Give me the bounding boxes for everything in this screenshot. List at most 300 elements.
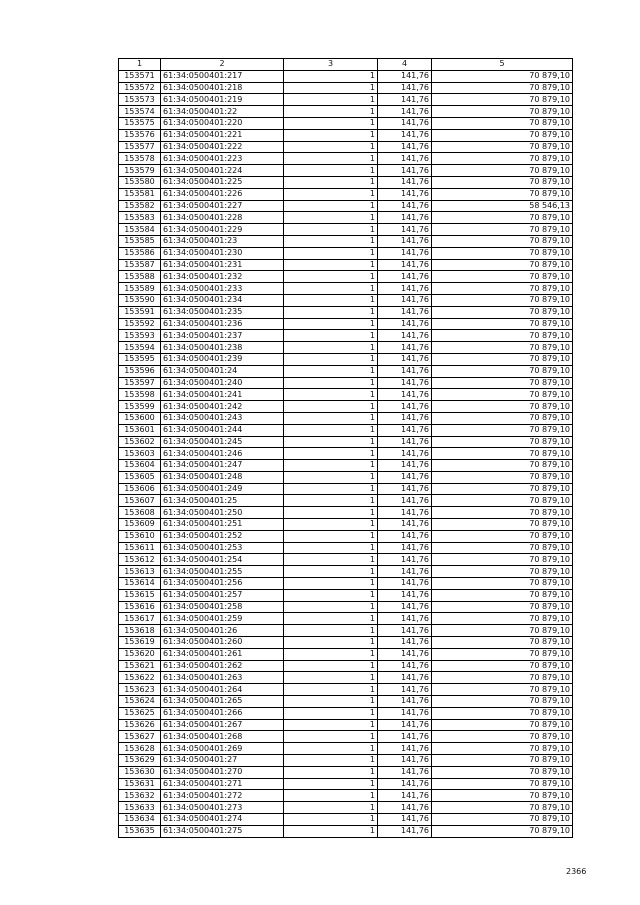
row-number-cell: 153580 xyxy=(119,176,161,188)
count-cell: 1 xyxy=(284,790,378,802)
area-cell: 141,76 xyxy=(378,790,432,802)
area-cell: 141,76 xyxy=(378,684,432,696)
table-row xyxy=(119,176,573,188)
value-cell: 70 879,10 xyxy=(432,353,573,365)
table-header xyxy=(119,59,573,71)
area-cell: 141,76 xyxy=(378,589,432,601)
row-number-cell: 153628 xyxy=(119,743,161,755)
count-cell: 1 xyxy=(284,719,378,731)
area-cell: 141,76 xyxy=(378,814,432,826)
area-cell: 141,76 xyxy=(378,625,432,637)
row-number-cell: 153599 xyxy=(119,401,161,413)
count-cell: 1 xyxy=(284,165,378,177)
property-table xyxy=(118,58,573,838)
cadastral-number-cell: 61:34:0500401:232 xyxy=(161,271,284,283)
area-cell: 141,76 xyxy=(378,94,432,106)
row-number-cell: 153629 xyxy=(119,755,161,767)
value-cell: 70 879,10 xyxy=(432,94,573,106)
row-number-cell: 153603 xyxy=(119,448,161,460)
table-row xyxy=(119,601,573,613)
value-cell: 70 879,10 xyxy=(432,389,573,401)
count-cell: 1 xyxy=(284,353,378,365)
value-cell: 70 879,10 xyxy=(432,176,573,188)
row-number-cell: 153593 xyxy=(119,330,161,342)
value-cell: 70 879,10 xyxy=(432,259,573,271)
area-cell: 141,76 xyxy=(378,200,432,212)
row-number-cell: 153573 xyxy=(119,94,161,106)
area-cell: 141,76 xyxy=(378,696,432,708)
area-cell: 141,76 xyxy=(378,117,432,129)
row-number-cell: 153632 xyxy=(119,790,161,802)
count-cell: 1 xyxy=(284,82,378,94)
table-row xyxy=(119,377,573,389)
table-row xyxy=(119,554,573,566)
cadastral-number-cell: 61:34:0500401:274 xyxy=(161,814,284,826)
row-number-cell: 153589 xyxy=(119,283,161,295)
cadastral-number-cell: 61:34:0500401:269 xyxy=(161,743,284,755)
row-number-cell: 153622 xyxy=(119,672,161,684)
value-cell: 70 879,10 xyxy=(432,365,573,377)
value-cell: 70 879,10 xyxy=(432,814,573,826)
area-cell: 141,76 xyxy=(378,235,432,247)
table-row xyxy=(119,802,573,814)
value-cell: 70 879,10 xyxy=(432,778,573,790)
cadastral-number-cell: 61:34:0500401:262 xyxy=(161,660,284,672)
cadastral-number-cell: 61:34:0500401:228 xyxy=(161,212,284,224)
area-cell: 141,76 xyxy=(378,495,432,507)
area-cell: 141,76 xyxy=(378,212,432,224)
value-cell: 70 879,10 xyxy=(432,625,573,637)
value-cell: 70 879,10 xyxy=(432,318,573,330)
area-cell: 141,76 xyxy=(378,483,432,495)
row-number-cell: 153623 xyxy=(119,684,161,696)
cadastral-number-cell: 61:34:0500401:260 xyxy=(161,637,284,649)
cadastral-number-cell: 61:34:0500401:224 xyxy=(161,165,284,177)
area-cell: 141,76 xyxy=(378,153,432,165)
value-cell: 70 879,10 xyxy=(432,165,573,177)
table-row xyxy=(119,483,573,495)
cadastral-number-cell: 61:34:0500401:270 xyxy=(161,766,284,778)
row-number-cell: 153616 xyxy=(119,601,161,613)
area-cell: 141,76 xyxy=(378,294,432,306)
area-cell: 141,76 xyxy=(378,353,432,365)
cadastral-number-cell: 61:34:0500401:227 xyxy=(161,200,284,212)
table-row xyxy=(119,330,573,342)
value-cell: 70 879,10 xyxy=(432,117,573,129)
value-cell: 70 879,10 xyxy=(432,601,573,613)
value-cell: 70 879,10 xyxy=(432,141,573,153)
area-cell: 141,76 xyxy=(378,707,432,719)
area-cell: 141,76 xyxy=(378,648,432,660)
row-number-cell: 153584 xyxy=(119,224,161,236)
value-cell: 70 879,10 xyxy=(432,82,573,94)
cadastral-number-cell: 61:34:0500401:247 xyxy=(161,460,284,472)
table-row xyxy=(119,648,573,660)
table-row xyxy=(119,566,573,578)
table-row xyxy=(119,106,573,118)
count-cell: 1 xyxy=(284,778,378,790)
table-row xyxy=(119,70,573,82)
count-cell: 1 xyxy=(284,507,378,519)
count-cell: 1 xyxy=(284,247,378,259)
area-cell: 141,76 xyxy=(378,448,432,460)
table-row xyxy=(119,129,573,141)
count-cell: 1 xyxy=(284,212,378,224)
cadastral-number-cell: 61:34:0500401:253 xyxy=(161,542,284,554)
row-number-cell: 153595 xyxy=(119,353,161,365)
table-row xyxy=(119,707,573,719)
value-cell: 70 879,10 xyxy=(432,412,573,424)
row-number-cell: 153571 xyxy=(119,70,161,82)
cadastral-number-cell: 61:34:0500401:267 xyxy=(161,719,284,731)
row-number-cell: 153612 xyxy=(119,554,161,566)
count-cell: 1 xyxy=(284,106,378,118)
area-cell: 141,76 xyxy=(378,283,432,295)
count-cell: 1 xyxy=(284,224,378,236)
cadastral-number-cell: 61:34:0500401:226 xyxy=(161,188,284,200)
table-row xyxy=(119,542,573,554)
count-cell: 1 xyxy=(284,188,378,200)
area-cell: 141,76 xyxy=(378,330,432,342)
cadastral-number-cell: 61:34:0500401:220 xyxy=(161,117,284,129)
row-number-cell: 153581 xyxy=(119,188,161,200)
area-cell: 141,76 xyxy=(378,271,432,283)
count-cell: 1 xyxy=(284,743,378,755)
table-row xyxy=(119,212,573,224)
cadastral-number-cell: 61:34:0500401:264 xyxy=(161,684,284,696)
table-row xyxy=(119,578,573,590)
table-row xyxy=(119,448,573,460)
value-cell: 70 879,10 xyxy=(432,648,573,660)
row-number-cell: 153626 xyxy=(119,719,161,731)
table-row xyxy=(119,778,573,790)
area-cell: 141,76 xyxy=(378,637,432,649)
cadastral-number-cell: 61:34:0500401:23 xyxy=(161,235,284,247)
cadastral-number-cell: 61:34:0500401:236 xyxy=(161,318,284,330)
area-cell: 141,76 xyxy=(378,306,432,318)
table-row xyxy=(119,271,573,283)
row-number-cell: 153597 xyxy=(119,377,161,389)
table-row xyxy=(119,589,573,601)
count-cell: 1 xyxy=(284,436,378,448)
table-row xyxy=(119,82,573,94)
value-cell: 70 879,10 xyxy=(432,70,573,82)
count-cell: 1 xyxy=(284,684,378,696)
table-row xyxy=(119,224,573,236)
area-cell: 141,76 xyxy=(378,566,432,578)
value-cell: 70 879,10 xyxy=(432,696,573,708)
count-cell: 1 xyxy=(284,637,378,649)
table-row xyxy=(119,235,573,247)
row-number-cell: 153621 xyxy=(119,660,161,672)
area-cell: 141,76 xyxy=(378,460,432,472)
table-row xyxy=(119,660,573,672)
cadastral-number-cell: 61:34:0500401:230 xyxy=(161,247,284,259)
cadastral-number-cell: 61:34:0500401:225 xyxy=(161,176,284,188)
cadastral-number-cell: 61:34:0500401:251 xyxy=(161,519,284,531)
table-row xyxy=(119,200,573,212)
area-cell: 141,76 xyxy=(378,802,432,814)
row-number-cell: 153585 xyxy=(119,235,161,247)
value-cell: 70 879,10 xyxy=(432,483,573,495)
cadastral-number-cell: 61:34:0500401:245 xyxy=(161,436,284,448)
value-cell: 70 879,10 xyxy=(432,507,573,519)
table-row xyxy=(119,637,573,649)
area-cell: 141,76 xyxy=(378,825,432,837)
cadastral-number-cell: 61:34:0500401:26 xyxy=(161,625,284,637)
cadastral-number-cell: 61:34:0500401:229 xyxy=(161,224,284,236)
count-cell: 1 xyxy=(284,519,378,531)
cadastral-number-cell: 61:34:0500401:24 xyxy=(161,365,284,377)
row-number-cell: 153587 xyxy=(119,259,161,271)
cadastral-number-cell: 61:34:0500401:242 xyxy=(161,401,284,413)
table-row xyxy=(119,814,573,826)
row-number-cell: 153619 xyxy=(119,637,161,649)
area-cell: 141,76 xyxy=(378,507,432,519)
table-row xyxy=(119,389,573,401)
cadastral-number-cell: 61:34:0500401:250 xyxy=(161,507,284,519)
area-cell: 141,76 xyxy=(378,318,432,330)
table-row xyxy=(119,696,573,708)
count-cell: 1 xyxy=(284,200,378,212)
count-cell: 1 xyxy=(284,365,378,377)
row-number-cell: 153591 xyxy=(119,306,161,318)
area-cell: 141,76 xyxy=(378,660,432,672)
cadastral-number-cell: 61:34:0500401:259 xyxy=(161,613,284,625)
row-number-cell: 153630 xyxy=(119,766,161,778)
count-cell: 1 xyxy=(284,377,378,389)
table-row xyxy=(119,342,573,354)
cadastral-number-cell: 61:34:0500401:235 xyxy=(161,306,284,318)
value-cell: 70 879,10 xyxy=(432,825,573,837)
value-cell: 70 879,10 xyxy=(432,766,573,778)
area-cell: 141,76 xyxy=(378,141,432,153)
count-cell: 1 xyxy=(284,235,378,247)
table-row xyxy=(119,825,573,837)
value-cell: 70 879,10 xyxy=(432,224,573,236)
value-cell: 70 879,10 xyxy=(432,707,573,719)
area-cell: 141,76 xyxy=(378,601,432,613)
value-cell: 70 879,10 xyxy=(432,613,573,625)
table-row xyxy=(119,283,573,295)
table-row xyxy=(119,684,573,696)
count-cell: 1 xyxy=(284,117,378,129)
count-cell: 1 xyxy=(284,141,378,153)
value-cell: 70 879,10 xyxy=(432,460,573,472)
cadastral-number-cell: 61:34:0500401:272 xyxy=(161,790,284,802)
value-cell: 70 879,10 xyxy=(432,106,573,118)
table-row xyxy=(119,471,573,483)
count-cell: 1 xyxy=(284,424,378,436)
area-cell: 141,76 xyxy=(378,743,432,755)
header-cell-4: 4 xyxy=(378,59,432,71)
count-cell: 1 xyxy=(284,306,378,318)
value-cell: 70 879,10 xyxy=(432,436,573,448)
cadastral-number-cell: 61:34:0500401:222 xyxy=(161,141,284,153)
area-cell: 141,76 xyxy=(378,106,432,118)
row-number-cell: 153576 xyxy=(119,129,161,141)
table-row xyxy=(119,94,573,106)
area-cell: 141,76 xyxy=(378,578,432,590)
value-cell: 58 546,13 xyxy=(432,200,573,212)
row-number-cell: 153627 xyxy=(119,731,161,743)
table-row xyxy=(119,294,573,306)
count-cell: 1 xyxy=(284,294,378,306)
row-number-cell: 153611 xyxy=(119,542,161,554)
value-cell: 70 879,10 xyxy=(432,719,573,731)
area-cell: 141,76 xyxy=(378,766,432,778)
count-cell: 1 xyxy=(284,389,378,401)
value-cell: 70 879,10 xyxy=(432,235,573,247)
table-row xyxy=(119,412,573,424)
count-cell: 1 xyxy=(284,707,378,719)
area-cell: 141,76 xyxy=(378,224,432,236)
table-body xyxy=(119,70,573,837)
value-cell: 70 879,10 xyxy=(432,660,573,672)
value-cell: 70 879,10 xyxy=(432,306,573,318)
count-cell: 1 xyxy=(284,648,378,660)
value-cell: 70 879,10 xyxy=(432,578,573,590)
cadastral-number-cell: 61:34:0500401:273 xyxy=(161,802,284,814)
value-cell: 70 879,10 xyxy=(432,377,573,389)
row-number-cell: 153610 xyxy=(119,530,161,542)
row-number-cell: 153575 xyxy=(119,117,161,129)
value-cell: 70 879,10 xyxy=(432,684,573,696)
value-cell: 70 879,10 xyxy=(432,542,573,554)
count-cell: 1 xyxy=(284,483,378,495)
table-row xyxy=(119,353,573,365)
area-cell: 141,76 xyxy=(378,778,432,790)
count-cell: 1 xyxy=(284,401,378,413)
row-number-cell: 153596 xyxy=(119,365,161,377)
cadastral-number-cell: 61:34:0500401:239 xyxy=(161,353,284,365)
row-number-cell: 153586 xyxy=(119,247,161,259)
count-cell: 1 xyxy=(284,566,378,578)
value-cell: 70 879,10 xyxy=(432,153,573,165)
count-cell: 1 xyxy=(284,755,378,767)
row-number-cell: 153598 xyxy=(119,389,161,401)
table-row xyxy=(119,165,573,177)
value-cell: 70 879,10 xyxy=(432,271,573,283)
area-cell: 141,76 xyxy=(378,554,432,566)
area-cell: 141,76 xyxy=(378,424,432,436)
row-number-cell: 153625 xyxy=(119,707,161,719)
area-cell: 141,76 xyxy=(378,365,432,377)
row-number-cell: 153582 xyxy=(119,200,161,212)
cadastral-number-cell: 61:34:0500401:248 xyxy=(161,471,284,483)
value-cell: 70 879,10 xyxy=(432,755,573,767)
count-cell: 1 xyxy=(284,613,378,625)
cadastral-number-cell: 61:34:0500401:240 xyxy=(161,377,284,389)
row-number-cell: 153633 xyxy=(119,802,161,814)
table-row xyxy=(119,117,573,129)
count-cell: 1 xyxy=(284,283,378,295)
table-row xyxy=(119,530,573,542)
area-cell: 141,76 xyxy=(378,436,432,448)
count-cell: 1 xyxy=(284,330,378,342)
cadastral-number-cell: 61:34:0500401:234 xyxy=(161,294,284,306)
area-cell: 141,76 xyxy=(378,471,432,483)
area-cell: 141,76 xyxy=(378,129,432,141)
row-number-cell: 153624 xyxy=(119,696,161,708)
table-row xyxy=(119,743,573,755)
cadastral-number-cell: 61:34:0500401:252 xyxy=(161,530,284,542)
count-cell: 1 xyxy=(284,814,378,826)
value-cell: 70 879,10 xyxy=(432,424,573,436)
value-cell: 70 879,10 xyxy=(432,743,573,755)
value-cell: 70 879,10 xyxy=(432,212,573,224)
cadastral-number-cell: 61:34:0500401:268 xyxy=(161,731,284,743)
row-number-cell: 153578 xyxy=(119,153,161,165)
table-row xyxy=(119,247,573,259)
count-cell: 1 xyxy=(284,766,378,778)
table-row xyxy=(119,188,573,200)
value-cell: 70 879,10 xyxy=(432,330,573,342)
value-cell: 70 879,10 xyxy=(432,401,573,413)
row-number-cell: 153614 xyxy=(119,578,161,590)
row-number-cell: 153601 xyxy=(119,424,161,436)
cadastral-number-cell: 61:34:0500401:237 xyxy=(161,330,284,342)
row-number-cell: 153606 xyxy=(119,483,161,495)
table-row xyxy=(119,625,573,637)
row-number-cell: 153590 xyxy=(119,294,161,306)
area-cell: 141,76 xyxy=(378,342,432,354)
count-cell: 1 xyxy=(284,731,378,743)
value-cell: 70 879,10 xyxy=(432,247,573,259)
table-row xyxy=(119,519,573,531)
header-cell-5: 5 xyxy=(432,59,573,71)
area-cell: 141,76 xyxy=(378,188,432,200)
count-cell: 1 xyxy=(284,660,378,672)
row-number-cell: 153583 xyxy=(119,212,161,224)
value-cell: 70 879,10 xyxy=(432,519,573,531)
area-cell: 141,76 xyxy=(378,672,432,684)
area-cell: 141,76 xyxy=(378,542,432,554)
cadastral-number-cell: 61:34:0500401:244 xyxy=(161,424,284,436)
table-row xyxy=(119,424,573,436)
count-cell: 1 xyxy=(284,448,378,460)
cadastral-number-cell: 61:34:0500401:221 xyxy=(161,129,284,141)
row-number-cell: 153609 xyxy=(119,519,161,531)
value-cell: 70 879,10 xyxy=(432,129,573,141)
header-cell-2: 2 xyxy=(161,59,284,71)
table-row xyxy=(119,259,573,271)
row-number-cell: 153600 xyxy=(119,412,161,424)
header-row xyxy=(119,59,573,71)
row-number-cell: 153604 xyxy=(119,460,161,472)
row-number-cell: 153608 xyxy=(119,507,161,519)
count-cell: 1 xyxy=(284,460,378,472)
cadastral-number-cell: 61:34:0500401:217 xyxy=(161,70,284,82)
cadastral-number-cell: 61:34:0500401:243 xyxy=(161,412,284,424)
cadastral-number-cell: 61:34:0500401:219 xyxy=(161,94,284,106)
value-cell: 70 879,10 xyxy=(432,672,573,684)
count-cell: 1 xyxy=(284,471,378,483)
area-cell: 141,76 xyxy=(378,412,432,424)
count-cell: 1 xyxy=(284,825,378,837)
cadastral-number-cell: 61:34:0500401:27 xyxy=(161,755,284,767)
row-number-cell: 153579 xyxy=(119,165,161,177)
cadastral-number-cell: 61:34:0500401:22 xyxy=(161,106,284,118)
row-number-cell: 153605 xyxy=(119,471,161,483)
cadastral-number-cell: 61:34:0500401:255 xyxy=(161,566,284,578)
area-cell: 141,76 xyxy=(378,731,432,743)
area-cell: 141,76 xyxy=(378,165,432,177)
area-cell: 141,76 xyxy=(378,176,432,188)
value-cell: 70 879,10 xyxy=(432,566,573,578)
row-number-cell: 153613 xyxy=(119,566,161,578)
cadastral-number-cell: 61:34:0500401:246 xyxy=(161,448,284,460)
